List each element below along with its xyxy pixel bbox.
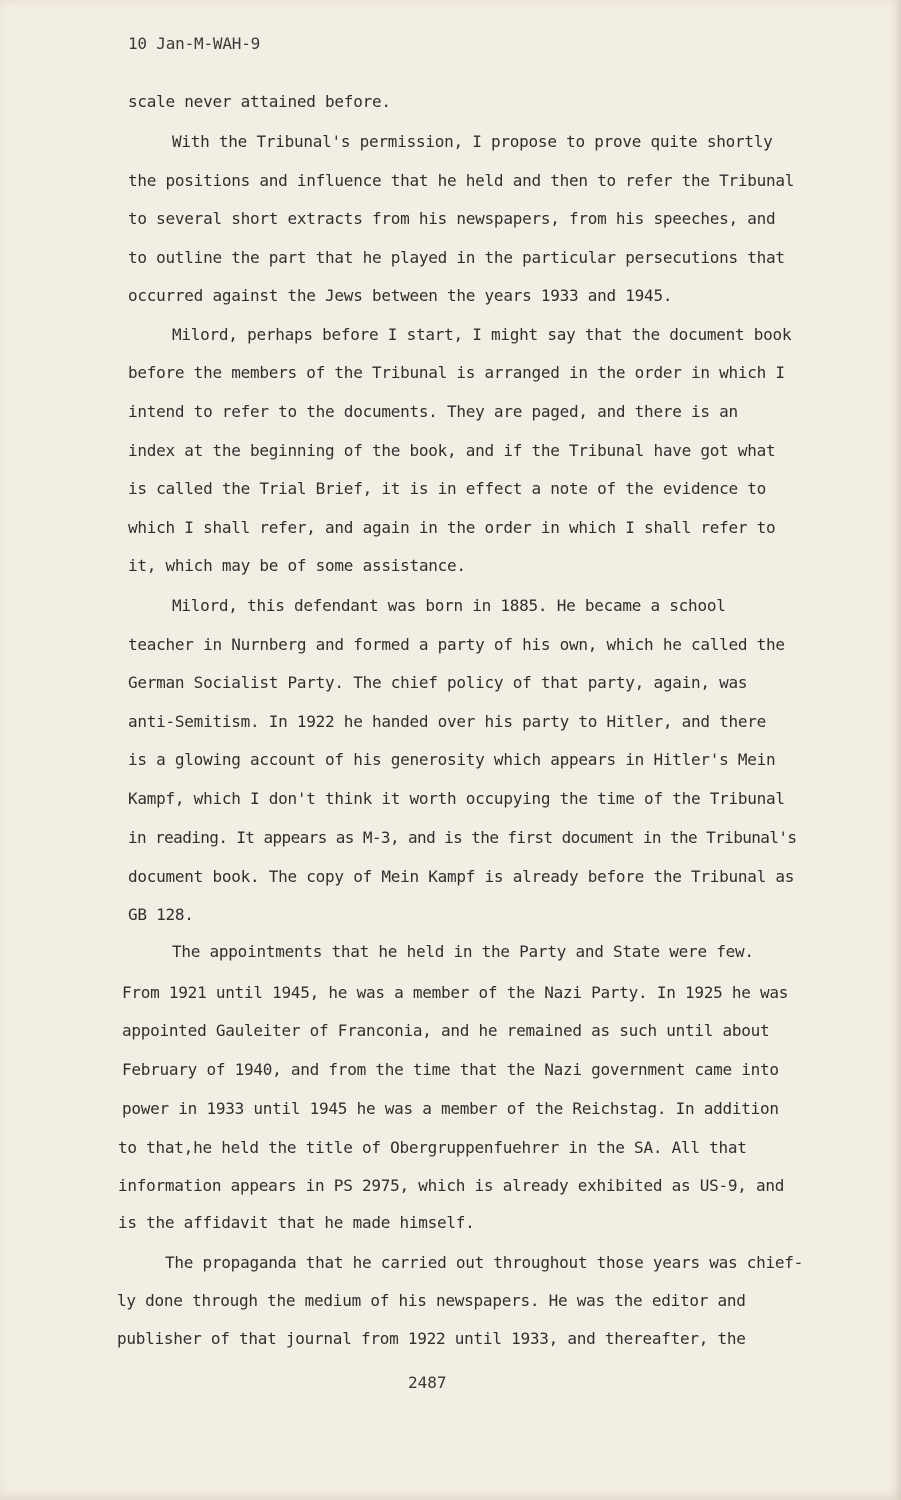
- text-line: February of 1940, and from the time that the Nazi government came into: [122, 1060, 779, 1079]
- text-line: ly done through the medium of his newspapers. He was the editor and: [117, 1291, 746, 1310]
- text-line: to outline the part that he played in the particular persecutions that: [128, 248, 785, 267]
- text-line: Kampf, which I don't think it worth occupying the time of the Tribunal: [128, 789, 785, 808]
- text-line: The propaganda that he carried out throughout those years was chief-: [165, 1253, 804, 1272]
- page-edge-shadow: [895, 0, 901, 1500]
- text-line: it, which may be of some assistance.: [128, 556, 466, 575]
- text-line: is the affidavit that he made himself.: [118, 1213, 475, 1232]
- text-line: anti-Semitism. In 1922 he handed over his party to Hitler, and there: [128, 712, 767, 731]
- text-line: From 1921 until 1945, he was a member of the Nazi Party. In 1925 he was: [122, 983, 789, 1002]
- text-line: GB 128.: [128, 905, 194, 924]
- text-line: which I shall refer, and again in the order in which I shall refer to: [128, 518, 776, 537]
- text-line: is a glowing account of his generosity which appears in Hitler's Mein: [128, 750, 776, 769]
- text-line: intend to refer to the documents. They are paged, and there is an: [128, 402, 738, 421]
- text-line: to several short extracts from his newspapers, from his speeches, and: [128, 209, 776, 228]
- text-line: information appears in PS 2975, which is already exhibited as US-9, and: [118, 1176, 785, 1195]
- text-line: occurred against the Jews between the years 1933 and 1945.: [128, 286, 673, 305]
- document-reference: 10 Jan-M-WAH-9: [128, 34, 261, 53]
- text-line: the positions and influence that he held and then to refer the Tribunal: [128, 171, 795, 190]
- text-line: appointed Gauleiter of Franconia, and he remained as such until about: [122, 1021, 770, 1040]
- text-line: German Socialist Party. The chief policy of that party, again, was: [128, 673, 748, 692]
- page-number: 2487: [408, 1373, 447, 1392]
- text-line: before the members of the Tribunal is arranged in the order in which I: [128, 363, 785, 382]
- text-line: document book. The copy of Mein Kampf is already before the Tribunal as: [128, 867, 795, 886]
- text-line: Milord, perhaps before I start, I might say that the document book: [172, 325, 792, 344]
- text-line: publisher of that journal from 1922 until 1933, and thereafter, the: [117, 1329, 746, 1348]
- text-line: The appointments that he held in the Party and State were few.: [172, 942, 754, 961]
- text-line: index at the beginning of the book, and if the Tribunal have got what: [128, 441, 776, 460]
- text-line: With the Tribunal's permission, I propose to prove quite shortly: [172, 132, 773, 151]
- text-line: Milord, this defendant was born in 1885. He became a school: [172, 596, 726, 615]
- text-line: to that,he held the title of Obergruppenfuehrer in the SA. All that: [118, 1138, 747, 1157]
- text-line: scale never attained before.: [128, 92, 391, 111]
- text-line: power in 1933 until 1945 he was a member of the Reichstag. In addition: [122, 1099, 779, 1118]
- text-line: in reading. It appears as M-3, and is the first document in the Tribunal's: [128, 828, 797, 847]
- text-line: teacher in Nurnberg and formed a party of his own, which he called the: [128, 635, 785, 654]
- text-line: is called the Trial Brief, it is in effect a note of the evidence to: [128, 479, 767, 498]
